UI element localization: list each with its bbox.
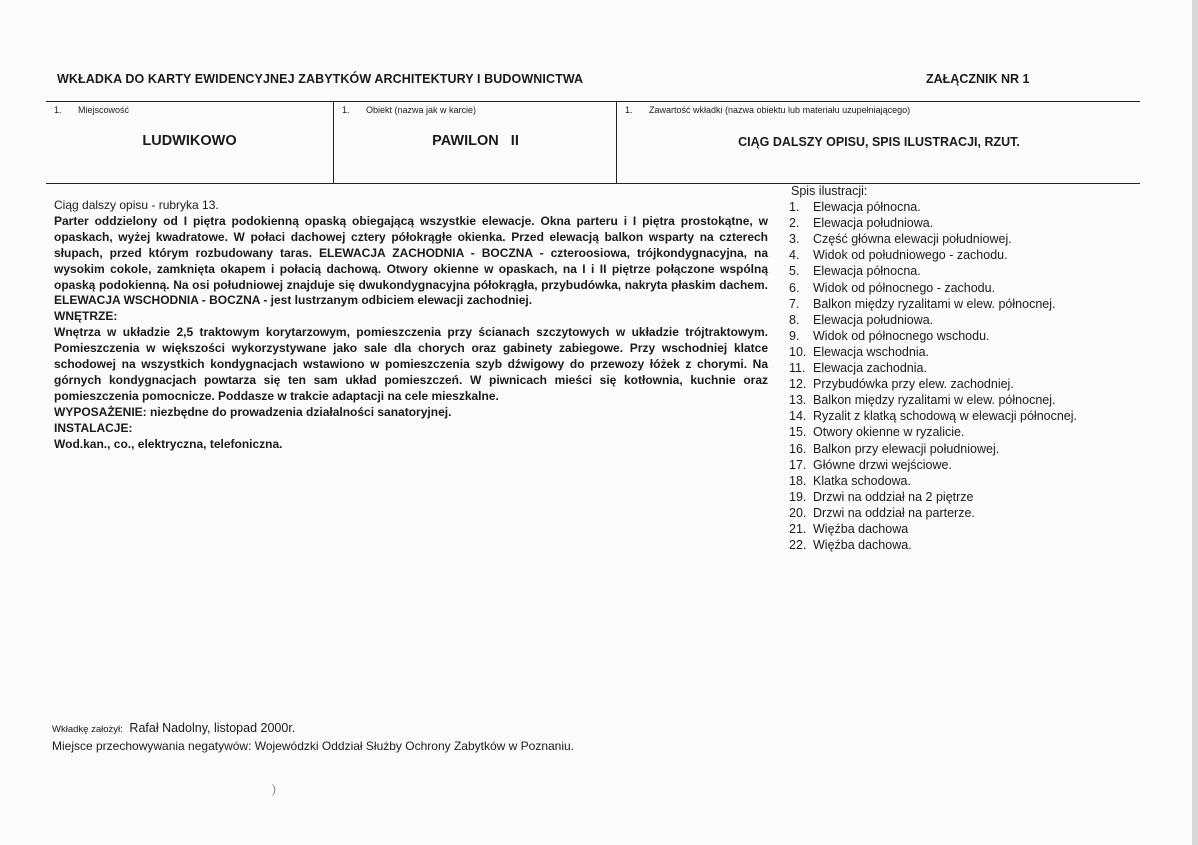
illustration-item bbox=[789, 215, 1129, 231]
fields-box bbox=[46, 101, 1140, 184]
field-label bbox=[625, 105, 910, 115]
illustration-item bbox=[789, 247, 1129, 263]
illustrations-list bbox=[789, 183, 1129, 553]
illustration-item bbox=[789, 424, 1129, 440]
annex-number: ZAŁĄCZNIK NR 1 bbox=[926, 72, 1030, 86]
illustration-text: Elewacja południowa. bbox=[813, 216, 934, 231]
illustration-text: Elewacja wschodnia. bbox=[813, 344, 930, 359]
illustration-number: 13. bbox=[789, 393, 807, 408]
field-object bbox=[333, 102, 617, 183]
author-line bbox=[52, 720, 574, 738]
stray-mark: ) bbox=[272, 782, 276, 796]
field-label-text: Zawartość wkładki (nazwa obiektu lub materiału uzupełniającego) bbox=[649, 105, 911, 115]
illustration-text: Więźba dachowa. bbox=[813, 538, 912, 553]
illustration-item bbox=[789, 231, 1129, 247]
illustration-text: Drzwi na oddział na parterze. bbox=[813, 505, 975, 520]
document-title: WKŁADKA DO KARTY EWIDENCYJNEJ ZABYTKÓW ARCHITEKTURY I BUDOWNICTWA bbox=[57, 72, 584, 86]
illustration-number: 3. bbox=[789, 232, 800, 247]
illustration-text: Balkon między ryzalitami w elew. północnej. bbox=[813, 393, 1056, 408]
illustration-item bbox=[789, 360, 1129, 376]
author-label: Wkładkę założył: bbox=[52, 724, 123, 735]
illustration-text: Drzwi na oddział na 2 piętrze bbox=[813, 489, 974, 504]
equipment-line: WYPOSAŻENIE: niezbędne do prowadzenia działalności sanatoryjnej. bbox=[54, 404, 452, 419]
illustration-text: Więźba dachowa bbox=[813, 521, 909, 536]
illustration-item bbox=[789, 392, 1129, 408]
illustration-text: Ryzalit z klatką schodową w elewacji północnej. bbox=[813, 409, 1078, 424]
illustration-item bbox=[789, 280, 1129, 296]
illustration-item bbox=[789, 376, 1129, 392]
illustration-number: 19. bbox=[789, 489, 807, 504]
illustration-number: 22. bbox=[789, 538, 807, 553]
field-value: CIĄG DALSZY OPISU, SPIS ILUSTRACJI, RZUT. bbox=[738, 135, 1020, 149]
illustration-text: Balkon między ryzalitami w elew. północnej. bbox=[813, 296, 1056, 311]
field-label bbox=[54, 105, 129, 115]
illustration-number: 5. bbox=[789, 264, 800, 279]
illustration-text: Część główna elewacji południowej. bbox=[813, 232, 1012, 247]
field-label-text: Miejscowość bbox=[78, 105, 130, 115]
illustration-number: 8. bbox=[789, 312, 800, 327]
illustration-number: 17. bbox=[789, 457, 807, 472]
illustration-item bbox=[789, 521, 1129, 537]
illustration-text: Widok od południowego - zachodu. bbox=[813, 248, 1008, 263]
description-text bbox=[54, 198, 768, 453]
illustration-item bbox=[789, 199, 1129, 215]
illustration-text: Widok od północnego - zachodu. bbox=[813, 280, 996, 295]
field-label-text: Obiekt (nazwa jak w karcie) bbox=[366, 105, 477, 115]
illustration-number: 7. bbox=[789, 296, 800, 311]
illustration-text: Przybudówka przy elew. zachodniej. bbox=[813, 377, 1014, 392]
illustration-number: 21. bbox=[789, 521, 807, 536]
illustration-item bbox=[789, 328, 1129, 344]
illustration-item bbox=[789, 263, 1129, 279]
footer bbox=[52, 720, 574, 755]
description-intro: Ciąg dalszy opisu - rubryka 13. bbox=[54, 198, 219, 212]
illustration-item bbox=[789, 312, 1129, 328]
field-locality bbox=[46, 102, 333, 183]
illustration-number: 18. bbox=[789, 473, 807, 488]
interior-heading: WNĘTRZE: bbox=[54, 309, 118, 324]
illustration-number: 1. bbox=[789, 200, 800, 215]
illustration-number: 20. bbox=[789, 505, 807, 520]
illustration-number: 4. bbox=[789, 248, 800, 263]
field-number: 1. bbox=[342, 105, 350, 115]
illustration-number: 6. bbox=[789, 280, 800, 295]
illustration-number: 2. bbox=[789, 216, 800, 231]
illustration-text: Balkon przy elewacji południowej. bbox=[813, 441, 1000, 456]
illustrations-title: Spis ilustracji: bbox=[791, 184, 868, 198]
illustration-text: Otwory okienne w ryzalicie. bbox=[813, 425, 965, 440]
field-label bbox=[342, 105, 476, 115]
illustration-text: Widok od północnego wschodu. bbox=[813, 328, 990, 343]
illustration-item bbox=[789, 344, 1129, 360]
illustration-item bbox=[789, 489, 1129, 505]
illustration-item bbox=[789, 296, 1129, 312]
field-number: 1. bbox=[54, 105, 62, 115]
illustration-text: Klatka schodowa. bbox=[813, 473, 911, 488]
field-value: LUDWIKOWO bbox=[142, 133, 237, 149]
illustration-text: Elewacja południowa. bbox=[813, 312, 934, 327]
illustration-number: 15. bbox=[789, 425, 807, 440]
description-exterior: Parter oddzielony od I piętra podokienną opaską obiegającą wszystkie elewacje. Okna parteru i I piętra prostokątne, w opaskach, wyżej kwadratowe. W połaci dachowej cztery półokrągłe okienka. Przed elewacją balkon wsparty na czterech słupach, przed którym rozbudowany taras. ELEWACJA ZACHODNIA - BOCZNA - czteroosiowa, trójkondygnacyjna, na wysokim cokole, zamknięta okapem i połacią dachową. Otwory okienne w opaskach, na I i II piętrze połączone wspólną opaską podokienną. Na osi południowej znajduje się dwukondygnacyjna półokrągła, przybudówka, nakryta płaskim dachem. ELEWACJA WSCHODNIA - BOCZNA - jest lustrzanym odbiciem elewacji zachodniej. bbox=[54, 213, 768, 308]
illustration-text: Główne drzwi wejściowe. bbox=[813, 457, 952, 472]
illustration-item bbox=[789, 505, 1129, 521]
storage-line: Miejsce przechowywania negatywów: Wojewódzki Oddział Służby Ochrony Zabytków w Poznaniu. bbox=[52, 739, 575, 753]
field-value: PAWILON II bbox=[432, 133, 519, 149]
illustration-number: 9. bbox=[789, 328, 800, 343]
illustration-number: 10. bbox=[789, 344, 807, 359]
installations-heading: INSTALACJE: bbox=[54, 420, 133, 435]
illustration-item bbox=[789, 457, 1129, 473]
illustration-item bbox=[789, 473, 1129, 489]
field-number: 1. bbox=[625, 105, 633, 115]
illustration-number: 16. bbox=[789, 441, 807, 456]
author-value: Rafał Nadolny, listopad 2000r. bbox=[129, 721, 296, 735]
description-interior: Wnętrza w układzie 2,5 traktowym korytarzowym, pomieszczenia przy ścianach szczytowych w układzie trójtraktowym. Pomieszczenia w większości wykorzystywane jako sale dla chorych oraz gabinety zabiegowe. Przy wschodniej klatce schodowej na wszystkich kondygnacjach wstawiono w pomieszczenia szyb dźwigowy do przewozy łóżek z chorymi. Na górnych kondygnacjach powtarza się ten sam układ pomieszczeń. W piwnicach mieści się kotłownia, kuchnie oraz pomieszczenia pomocnicze. Poddasze w trakcie adaptacji na cele mieszkalne. bbox=[54, 325, 768, 403]
illustrations-items bbox=[789, 199, 1129, 553]
scan-edge bbox=[1192, 0, 1198, 845]
field-contents bbox=[616, 102, 1141, 183]
illustration-text: Elewacja północna. bbox=[813, 264, 921, 279]
illustration-number: 14. bbox=[789, 409, 807, 424]
illustration-number: 11. bbox=[789, 361, 806, 376]
illustration-text: Elewacja północna. bbox=[813, 200, 921, 215]
illustration-item bbox=[789, 441, 1129, 457]
illustration-item bbox=[789, 537, 1129, 553]
installations-line: Wod.kan., co., elektryczna, telefoniczna. bbox=[54, 436, 283, 451]
illustration-item bbox=[789, 408, 1129, 424]
illustration-text: Elewacja zachodnia. bbox=[813, 361, 927, 376]
illustration-number: 12. bbox=[789, 377, 807, 392]
